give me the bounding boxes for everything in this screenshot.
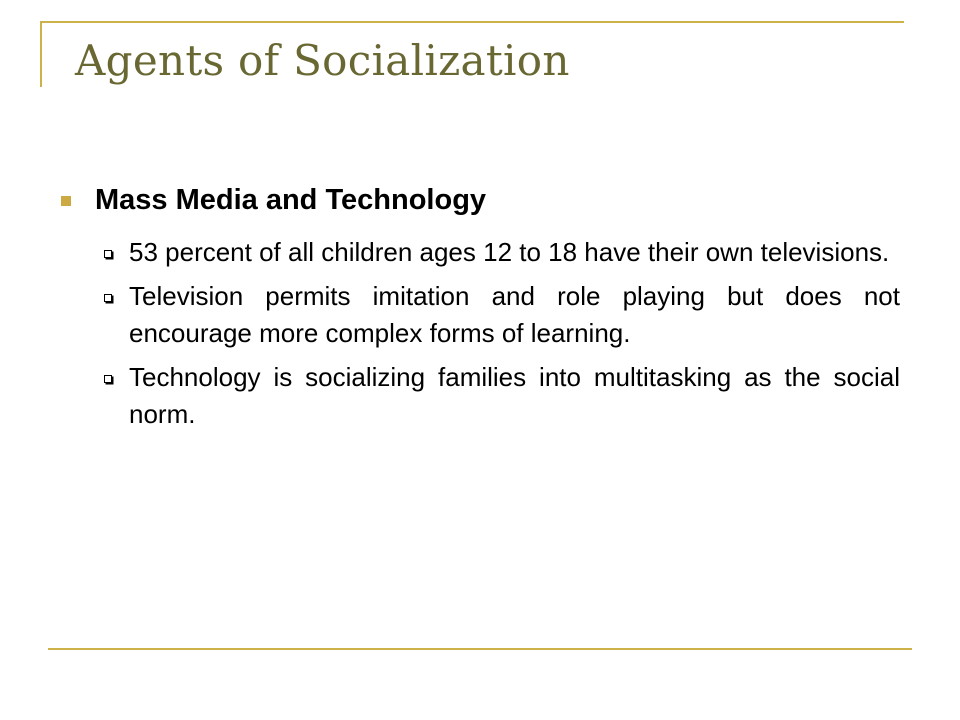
hollow-square-bullet-icon: [104, 294, 112, 302]
slide-content: [60, 180, 900, 440]
list-item-text: 53 percent of all children ages 12 to 18 have their own televisions.: [129, 237, 890, 267]
section-heading: Mass Media and Technology: [95, 184, 487, 216]
slide-title: Agents of Socialization: [75, 36, 570, 85]
list-item-text: Television permits imitation and role playing but does not encourage more complex forms of learning.: [129, 281, 900, 348]
list-item: [60, 278, 900, 352]
left-rule: [40, 21, 42, 87]
section-heading-item: [60, 180, 900, 220]
bottom-rule: [48, 648, 912, 650]
list-item: [60, 234, 900, 271]
top-rule: [40, 21, 904, 23]
list-item-text: Technology is socializing families into multitasking as the social norm.: [129, 362, 900, 429]
sub-bullet-list: [60, 234, 900, 433]
filled-square-bullet-icon: [61, 196, 71, 206]
hollow-square-bullet-icon: [104, 375, 112, 383]
list-item: [60, 359, 900, 433]
hollow-square-bullet-icon: [104, 250, 112, 258]
